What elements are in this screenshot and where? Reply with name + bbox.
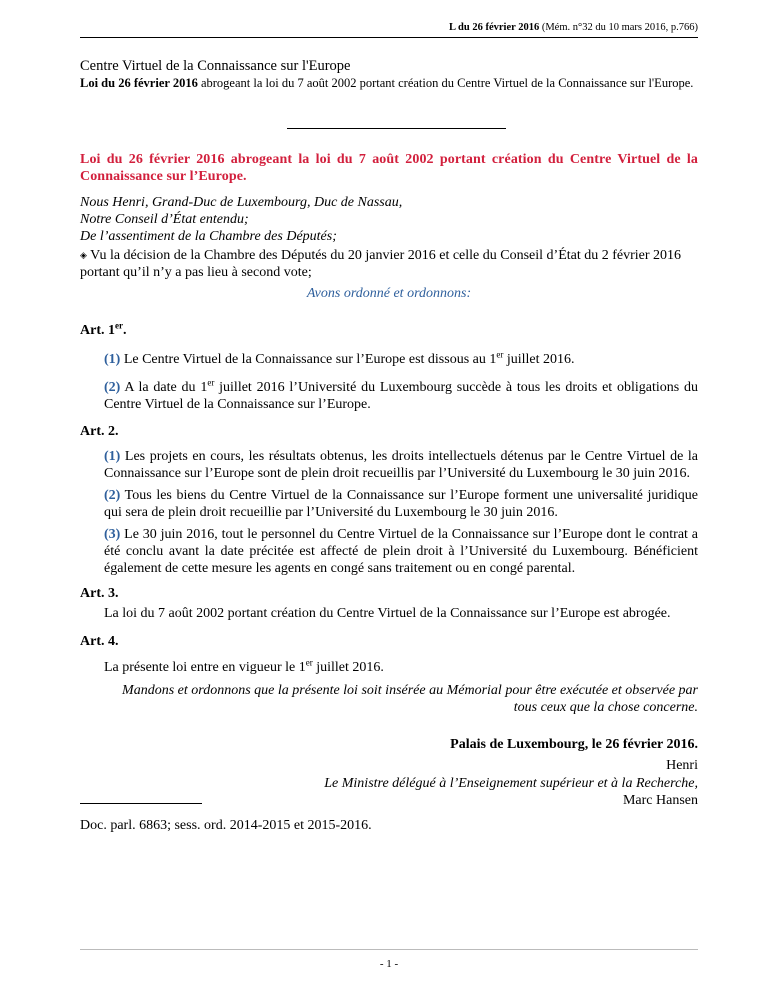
paragraph-number: (3) xyxy=(104,527,121,542)
paragraph-number: (1) xyxy=(104,449,121,464)
preamble-line-1: Nous Henri, Grand-Duc de Luxembourg, Duc de Nassau, xyxy=(80,195,403,210)
footnote-divider xyxy=(80,803,202,804)
paragraph-number: (2) xyxy=(104,488,121,503)
vu-paragraph xyxy=(80,247,698,281)
document-title: Centre Virtuel de la Connaissance sur l'Europe xyxy=(80,58,351,74)
paragraph-sup: er xyxy=(305,657,313,668)
paragraph-text-end: juillet 2016. xyxy=(503,352,575,367)
signature-sovereign: Henri xyxy=(666,758,698,773)
article-2-paragraph-1 xyxy=(104,448,698,482)
page-number: - 1 - xyxy=(379,958,399,970)
vu-text: Vu la décision de la Chambre des Députés du 20 janvier 2016 et celle du Conseil d’État du 2 février 2016 portant qu’il n’y a pas lieu à second vote; xyxy=(80,248,682,280)
signature-minister-title: Le Ministre délégué à l’Enseignement supérieur et à la Recherche, xyxy=(324,776,698,791)
header-divider xyxy=(80,37,698,38)
article-4-heading: Art. 4. xyxy=(80,634,119,649)
paragraph-sup: er xyxy=(207,377,215,388)
law-title: Loi du 26 février 2016 abrogeant la loi du 7 août 2002 portant création du Centre Virtuel de la Connaissance sur l’Europe. xyxy=(80,152,698,184)
paragraph-number: (2) xyxy=(104,380,121,395)
article-1-heading-end: . xyxy=(123,323,127,338)
paragraph-text: Tous les biens du Centre Virtuel de la Connaissance sur l’Europe forment une universalité juridique qui sera de plein droit recueillie par l’Université du Luxembourg le 30 juin 2016. xyxy=(104,488,698,520)
preamble-line-3: De l’assentiment de la Chambre des Députés; xyxy=(80,229,337,244)
header-reference-rest: (Mém. n°32 du 10 mars 2016, p.766) xyxy=(539,22,698,33)
paragraph-text: Les projets en cours, les résultats obtenus, les droits intellectuels détenus par le Centre Virtuel de la Connaissance sur l’Europe sont de plein droit recueillis par l’Université du Luxembourg le 30 juin 2016. xyxy=(104,449,698,481)
paragraph-text-end: juillet 2016 l’Université du Luxembourg succède à tous les droits et obligations du Centre Virtuel de la Connaissance sur l’Europe. xyxy=(104,380,698,412)
paragraph-text: Le Centre Virtuel de la Connaissance sur l’Europe est dissous au 1 xyxy=(120,352,497,367)
article-2-paragraph-2 xyxy=(104,487,698,521)
article-3-heading: Art. 3. xyxy=(80,586,119,601)
diamond-bullet-icon: ◈ xyxy=(80,250,87,260)
signature-minister-name: Marc Hansen xyxy=(622,793,698,808)
article-1-paragraph-2 xyxy=(104,379,698,413)
section-divider xyxy=(287,128,506,129)
mandons-formula: Mandons et ordonnons que la présente loi soit insérée au Mémorial pour être exécutée et observée par tous ceux que la chose concerne. xyxy=(122,683,698,715)
paragraph-text: A la date du 1 xyxy=(120,380,208,395)
preamble-line-2: Notre Conseil d’État entendu; xyxy=(80,212,249,227)
paragraph-text: Le 30 juin 2016, tout le personnel du Centre Virtuel de la Connaissance sur l’Europe dont le contrat a été conclu avant la date précitée est affecté de plein droit à l’Université du Luxembourg. Bénéficient également de cette mesure les agents en congé sans traitement ou en congé parental. xyxy=(104,527,698,576)
article-2-paragraph-3 xyxy=(104,526,698,577)
article-1-heading-text: Art. 1 xyxy=(80,323,115,338)
paragraph-sup: er xyxy=(496,349,504,360)
article-2-heading: Art. 2. xyxy=(80,424,119,439)
footer-divider xyxy=(80,949,698,950)
paragraph-number: (1) xyxy=(104,352,121,367)
signature-place-date: Palais de Luxembourg, le 26 février 2016. xyxy=(450,737,698,752)
article-3-paragraph: La loi du 7 août 2002 portant création du Centre Virtuel de la Connaissance sur l’Europe est abrogée. xyxy=(104,606,671,621)
preamble xyxy=(80,194,698,245)
article-1-paragraph-1 xyxy=(104,351,698,368)
ordonnons-line: Avons ordonné et ordonnons: xyxy=(306,286,472,301)
paragraph-text-end: juillet 2016. xyxy=(312,660,384,675)
footnote: Doc. parl. 6863; sess. ord. 2014-2015 et 2015-2016. xyxy=(80,818,372,833)
running-header xyxy=(80,22,698,34)
header-reference-bold: L du 26 février 2016 xyxy=(448,22,540,33)
document-subtitle-rest: abrogeant la loi du 7 août 2002 portant création du Centre Virtuel de la Connaissance sur l'Europe. xyxy=(197,76,694,90)
document-subtitle xyxy=(80,76,698,92)
document-subtitle-bold: Loi du 26 février 2016 xyxy=(80,76,198,90)
article-1-heading-sup: er xyxy=(115,320,123,331)
paragraph-text: La présente loi entre en vigueur le 1 xyxy=(104,660,306,675)
article-4-paragraph xyxy=(104,659,698,676)
article-1-heading xyxy=(80,322,127,339)
